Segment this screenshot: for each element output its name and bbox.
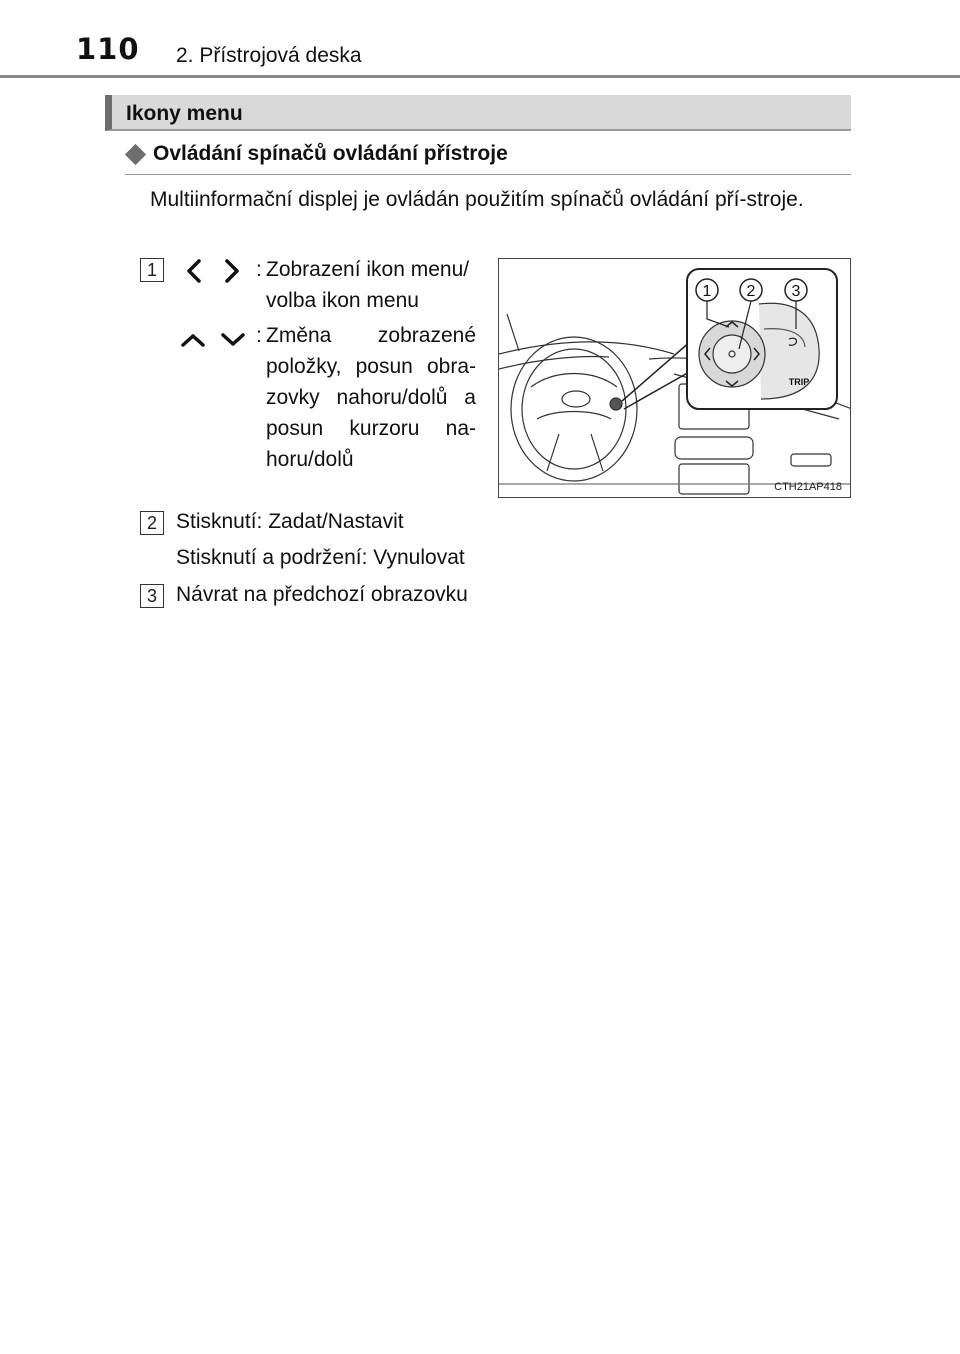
chapter-title: 2. Přístrojová deska bbox=[176, 44, 362, 67]
item-1-lr-description: Zobrazení ikon menu/ volba ikon menu bbox=[266, 258, 470, 312]
colon-separator: : bbox=[256, 324, 262, 347]
page-number: 110 bbox=[76, 32, 140, 66]
item-2-text-2: Stisknutí a podržení: Vynulovat bbox=[176, 546, 465, 569]
section-heading-bar bbox=[105, 95, 851, 131]
intro-paragraph: Multiinformační displej je ovládán použitím spínačů ovládání pří-stroje. bbox=[150, 188, 804, 211]
figure-code: CTH21AP418 bbox=[774, 481, 842, 493]
figure-callout-3: 3 bbox=[791, 283, 801, 300]
chevron-down-icon bbox=[220, 332, 246, 348]
diamond-bullet-icon bbox=[125, 144, 146, 165]
item-1-badge: 1 bbox=[140, 258, 164, 282]
chevron-right-icon bbox=[223, 258, 241, 284]
steering-wheel-drawing bbox=[499, 259, 851, 498]
header-divider bbox=[0, 75, 960, 78]
figure-callout-1: 1 bbox=[702, 283, 712, 300]
colon-separator: : bbox=[256, 258, 262, 281]
figure-callout-2: 2 bbox=[746, 283, 756, 300]
trip-button-label: TRIP bbox=[788, 377, 810, 387]
steering-wheel-illustration bbox=[498, 258, 851, 498]
item-3-text: Návrat na předchozí obrazovku bbox=[176, 583, 468, 606]
subsection-title: Ovládání spínačů ovládání přístroje bbox=[153, 142, 508, 165]
chevron-left-icon bbox=[185, 258, 203, 284]
item-3-badge: 3 bbox=[140, 584, 164, 608]
item-2-text: Stisknutí: Zadat/Nastavit bbox=[176, 510, 404, 533]
subsection-heading bbox=[125, 142, 851, 175]
chevron-up-icon bbox=[180, 332, 206, 348]
item-1-ud-description: Změna zobrazené položky, posun obra-zovky nahoru/dolů a posun kurzoru na-horu/dolů bbox=[266, 324, 476, 471]
section-title: Ikony menu bbox=[126, 102, 243, 125]
item-2-badge: 2 bbox=[140, 511, 164, 535]
